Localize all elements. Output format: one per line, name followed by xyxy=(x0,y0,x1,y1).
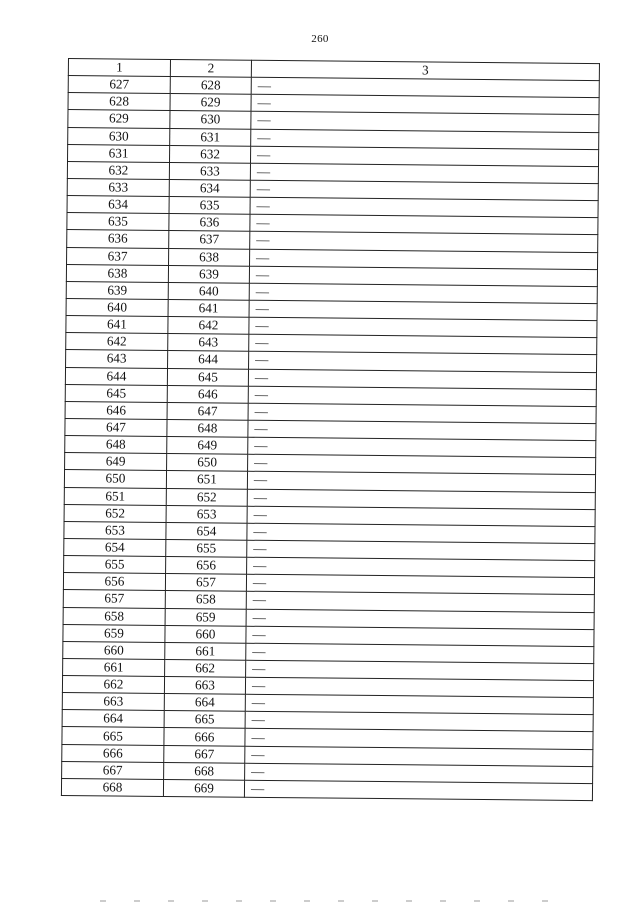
table-body xyxy=(61,76,599,801)
table-cell-col-3: — xyxy=(247,557,595,577)
table-cell-col-2: 640 xyxy=(168,282,249,300)
table-cell-col-3: — xyxy=(245,729,593,749)
table-cell-col-3: — xyxy=(249,266,597,286)
table-cell-col-2: 629 xyxy=(170,94,251,112)
table-cell-col-2: 635 xyxy=(169,197,250,215)
table-cell-col-2: 664 xyxy=(164,694,245,712)
table-cell-col-3: — xyxy=(247,523,595,543)
table-cell-col-2: 631 xyxy=(170,128,251,146)
table-cell-col-3: — xyxy=(250,232,598,252)
table-cell-col-1: 635 xyxy=(67,213,169,231)
table-cell-col-2: 636 xyxy=(169,214,250,232)
table-cell-col-2: 656 xyxy=(166,557,247,575)
table-cell-col-1: 644 xyxy=(65,367,167,385)
data-table xyxy=(61,58,600,801)
table-cell-col-2: 661 xyxy=(165,642,246,660)
table-cell-col-1: 662 xyxy=(62,676,164,694)
table-cell-col-1: 648 xyxy=(65,436,167,454)
table-cell-col-2: 637 xyxy=(169,231,250,249)
table-cell-col-3: — xyxy=(250,180,598,200)
table-cell-col-2: 628 xyxy=(170,77,251,95)
column-header-3: 3 xyxy=(251,60,599,80)
table-cell-col-1: 660 xyxy=(63,641,165,659)
table-cell-col-2: 630 xyxy=(170,111,251,129)
page-number: 260 xyxy=(311,33,329,45)
table-cell-col-3: — xyxy=(246,592,594,612)
table-cell-col-1: 657 xyxy=(63,590,165,608)
table-cell-col-3: — xyxy=(246,609,594,629)
table-cell-col-2: 634 xyxy=(169,179,250,197)
table-cell-col-1: 659 xyxy=(63,624,165,642)
table-cell-col-1: 636 xyxy=(67,230,169,248)
table-cell-col-2: 669 xyxy=(163,779,244,797)
table-cell-col-1: 656 xyxy=(63,573,165,591)
table-cell-col-3: — xyxy=(250,146,598,166)
table-cell-col-2: 658 xyxy=(165,591,246,609)
table-cell-col-3: — xyxy=(248,437,596,457)
table-cell-col-3: — xyxy=(249,317,597,337)
table-cell-col-3: — xyxy=(245,694,593,714)
table-cell-col-2: 652 xyxy=(166,488,247,506)
table-cell-col-1: 634 xyxy=(67,196,169,214)
table-cell-col-1: 663 xyxy=(62,693,164,711)
table-cell-col-1: 629 xyxy=(68,110,170,128)
table-cell-col-2: 642 xyxy=(168,317,249,335)
table-cell-col-1: 649 xyxy=(65,453,167,471)
table-cell-col-3: — xyxy=(248,420,596,440)
table-cell-col-1: 651 xyxy=(64,487,166,505)
table-cell-col-1: 640 xyxy=(66,298,168,316)
table-cell-col-1: 628 xyxy=(68,93,170,111)
table-cell-col-1: 666 xyxy=(62,744,164,762)
table-cell-col-3: — xyxy=(245,677,593,697)
table-cell-col-2: 643 xyxy=(168,334,249,352)
table-cell-col-1: 633 xyxy=(67,178,169,196)
table-cell-col-1: 658 xyxy=(63,607,165,625)
table-cell-col-2: 633 xyxy=(169,162,250,180)
table-cell-col-2: 647 xyxy=(167,402,248,420)
table-cell-col-3: — xyxy=(251,77,599,97)
table-cell-col-3: — xyxy=(247,489,595,509)
table-cell-col-3: — xyxy=(248,454,596,474)
column-header-2: 2 xyxy=(170,59,251,77)
table-cell-col-3: — xyxy=(245,712,593,732)
table-cell-col-3: — xyxy=(247,472,595,492)
table-cell-col-3: — xyxy=(250,163,598,183)
column-header-1: 1 xyxy=(68,59,170,77)
table-cell-col-2: 657 xyxy=(165,574,246,592)
table-cell-col-2: 646 xyxy=(167,385,248,403)
table-cell-col-3: — xyxy=(248,403,596,423)
table-cell-col-1: 637 xyxy=(67,247,169,265)
table-cell-col-1: 668 xyxy=(61,778,163,796)
table-cell-col-2: 660 xyxy=(165,625,246,643)
table-cell-col-1: 661 xyxy=(63,658,165,676)
table-cell-col-3: — xyxy=(249,334,597,354)
table-cell-col-3: — xyxy=(251,95,599,115)
table-cell-col-2: 655 xyxy=(166,539,247,557)
table-cell-col-3: — xyxy=(248,386,596,406)
table-cell-col-2: 662 xyxy=(165,659,246,677)
table-cell-col-3: — xyxy=(246,626,594,646)
table-cell-col-2: 648 xyxy=(167,419,248,437)
table-cell-col-3: — xyxy=(251,112,599,132)
table-cell-col-2: 639 xyxy=(168,265,249,283)
table-cell-col-1: 638 xyxy=(66,264,168,282)
table-cell-col-2: 651 xyxy=(166,471,247,489)
faint-footer-text xyxy=(100,900,560,902)
table-cell-col-3: — xyxy=(250,197,598,217)
table-cell-col-3: — xyxy=(246,660,594,680)
table-cell-col-3: — xyxy=(249,283,597,303)
table-cell-col-1: 641 xyxy=(66,316,168,334)
table-cell-col-3: — xyxy=(249,300,597,320)
table-cell-col-1: 647 xyxy=(65,418,167,436)
table-cell-col-3: — xyxy=(245,763,593,783)
table-cell-col-2: 663 xyxy=(164,677,245,695)
table-cell-col-1: 643 xyxy=(66,350,168,368)
table-cell-col-3: — xyxy=(245,746,593,766)
table-cell-col-2: 638 xyxy=(169,248,250,266)
table-cell-col-1: 630 xyxy=(68,127,170,145)
table-cell-col-1: 631 xyxy=(68,144,170,162)
table-cell-col-2: 665 xyxy=(164,711,245,729)
table-cell-col-3: — xyxy=(249,352,597,372)
table-cell-col-2: 641 xyxy=(168,299,249,317)
table-cell-col-1: 655 xyxy=(64,556,166,574)
table-cell-col-1: 645 xyxy=(65,384,167,402)
table-cell-col-1: 627 xyxy=(68,76,170,94)
table-cell-col-3: — xyxy=(244,780,592,800)
table-cell-col-1: 654 xyxy=(64,538,166,556)
table-cell-col-2: 653 xyxy=(166,505,247,523)
table-cell-col-3: — xyxy=(246,574,594,594)
table-cell-col-2: 644 xyxy=(168,351,249,369)
table-cell-col-2: 645 xyxy=(167,368,248,386)
table-cell-col-3: — xyxy=(247,540,595,560)
table-cell-col-3: — xyxy=(246,643,594,663)
table-cell-col-3: — xyxy=(251,129,599,149)
table-cell-col-3: — xyxy=(250,249,598,269)
table-cell-col-1: 665 xyxy=(62,727,164,745)
table-cell-col-2: 666 xyxy=(164,728,245,746)
table-cell-col-3: — xyxy=(250,215,598,235)
table-cell-col-1: 650 xyxy=(64,470,166,488)
table-cell-col-1: 642 xyxy=(66,333,168,351)
table-cell-col-2: 668 xyxy=(164,762,245,780)
table-container xyxy=(61,58,600,801)
table-cell-col-1: 652 xyxy=(64,504,166,522)
table-cell-col-1: 667 xyxy=(62,761,164,779)
table-cell-col-2: 659 xyxy=(165,608,246,626)
table-cell-col-1: 653 xyxy=(64,521,166,539)
table-cell-col-2: 654 xyxy=(166,522,247,540)
table-cell-col-1: 639 xyxy=(66,281,168,299)
table-cell-col-3: — xyxy=(247,506,595,526)
table-cell-col-2: 632 xyxy=(170,145,251,163)
table-cell-col-2: 650 xyxy=(167,454,248,472)
table-cell-col-2: 649 xyxy=(167,437,248,455)
table-cell-col-1: 664 xyxy=(62,710,164,728)
table-cell-col-2: 667 xyxy=(164,745,245,763)
table-cell-col-1: 632 xyxy=(67,161,169,179)
table-cell-col-3: — xyxy=(248,369,596,389)
table-cell-col-1: 646 xyxy=(65,401,167,419)
